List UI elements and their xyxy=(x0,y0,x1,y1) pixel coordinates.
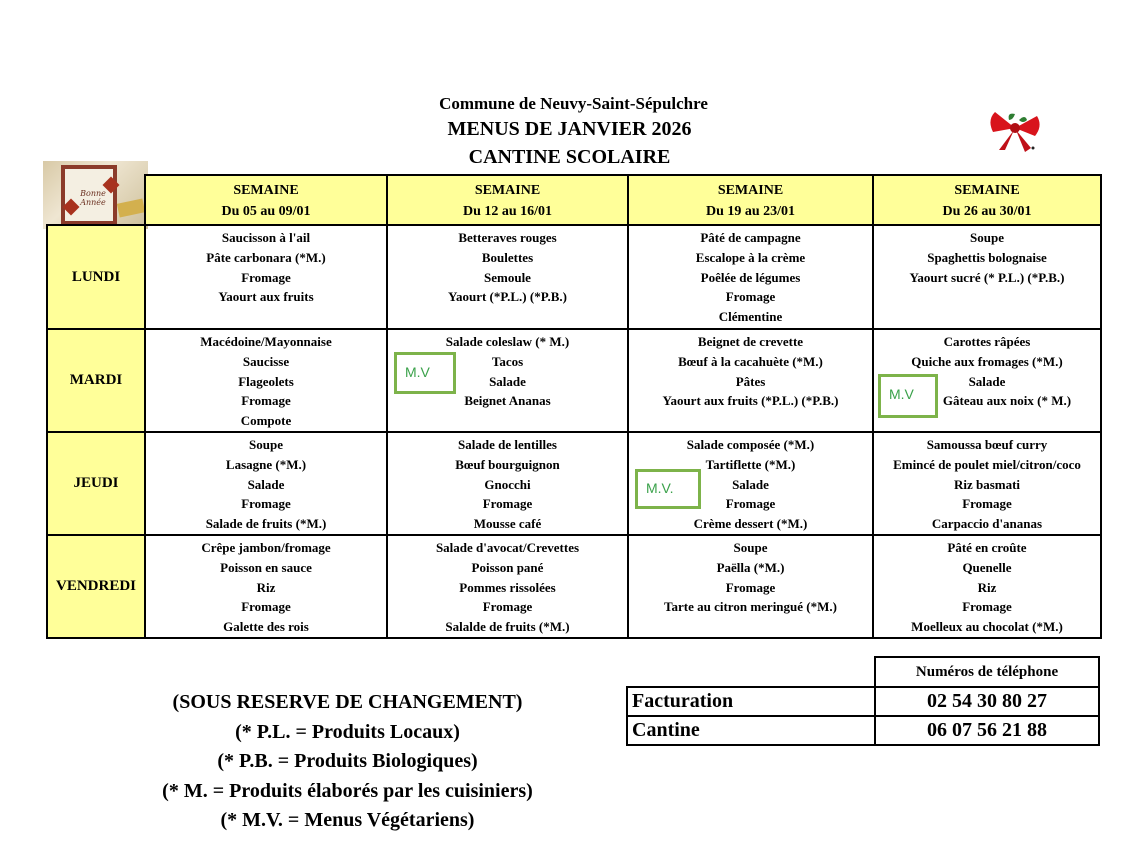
menu-cell: Macédoine/Mayonnaise Saucisse Flageolets Fromage Compote xyxy=(145,329,387,432)
empty-corner xyxy=(47,175,145,225)
weeks-header-row xyxy=(47,175,1101,225)
week-3-header: SEMAINE Du 19 au 23/01 xyxy=(628,175,873,225)
menu-cell: Crêpe jambon/fromage Poisson en sauce Riz Fromage Galette des rois xyxy=(145,535,387,638)
day-label: MARDI xyxy=(47,329,145,432)
menu-cell: Soupe Paëlla (*M.) Fromage Tarte au citron meringué (*M.) xyxy=(628,535,873,638)
phone-label: Cantine xyxy=(627,716,875,745)
vegetarian-badge: M.V. xyxy=(635,469,701,509)
menu-cell: Soupe Spaghettis bolognaise Yaourt sucré (* P.L.) (*P.B.) xyxy=(873,225,1101,329)
menu-cell: Betteraves rouges Boulettes Semoule Yaourt (*P.L.) (*P.B.) xyxy=(387,225,628,329)
day-row-lundi xyxy=(47,225,1101,329)
menu-cell: Pâté en croûte Quenelle Riz Fromage Moelleux au chocolat (*M.) xyxy=(873,535,1101,638)
note-reserve: (SOUS RESERVE DE CHANGEMENT) xyxy=(172,691,523,713)
menu-table xyxy=(46,174,1102,639)
phone-label: Facturation xyxy=(627,687,875,716)
commune-name: Commune de Neuvy-Saint-Sépulchre xyxy=(439,94,708,113)
christmas-bow-icon xyxy=(985,106,1045,154)
menu-cell: Samoussa bœuf curry Emincé de poulet miel/citron/coco Riz basmati Fromage Carpaccio d'ananas xyxy=(873,432,1101,535)
week-1-header: SEMAINE Du 05 au 09/01 xyxy=(145,175,387,225)
note-mv: (* M.V. = Menus Végétariens) xyxy=(220,809,475,831)
note-pl: (* P.L. = Produits Locaux) xyxy=(235,720,460,743)
note-m: (* M. = Produits élaborés par les cuisiniers) xyxy=(162,779,533,802)
menu-cell: Saucisson à l'ail Pâte carbonara (*M.) Fromage Yaourt aux fruits xyxy=(145,225,387,329)
phone-table xyxy=(626,656,1100,746)
legend-notes xyxy=(110,688,585,836)
phone-number: 02 54 30 80 27 xyxy=(875,687,1099,716)
menu-title: MENUS DE JANVIER 2026 xyxy=(447,118,692,140)
menu-cell: Salade coleslaw (* M.) Tacos Salade Beignet Ananas M.V xyxy=(387,329,628,432)
menu-cell: Beignet de crevette Bœuf à la cacahuète (*M.) Pâtes Yaourt aux fruits (*P.L.) (*P.B.) xyxy=(628,329,873,432)
day-label: JEUDI xyxy=(47,432,145,535)
menu-cell: Carottes râpées Quiche aux fromages (*M.) Salade Gâteau aux noix (* M.) M.V xyxy=(873,329,1101,432)
card-greeting: Bonne Année xyxy=(80,189,106,207)
menu-cell: Salade de lentilles Bœuf bourguignon Gnocchi Fromage Mousse café xyxy=(387,432,628,535)
note-pb: (* P.B. = Produits Biologiques) xyxy=(217,750,478,772)
day-label: LUNDI xyxy=(47,225,145,329)
menu-cell: Salade composée (*M.) Tartiflette (*M.) Salade Fromage Crème dessert (*M.) M.V. xyxy=(628,432,873,535)
week-4-header: SEMAINE Du 26 au 30/01 xyxy=(873,175,1101,225)
day-row-jeudi xyxy=(47,432,1101,535)
menu-subtitle: CANTINE SCOLAIRE xyxy=(468,146,671,168)
day-row-vendredi xyxy=(47,535,1101,638)
day-row-mardi xyxy=(47,329,1101,432)
vegetarian-badge: M.V xyxy=(394,352,456,394)
menu-cell: Soupe Lasagne (*M.) Salade Fromage Salade de fruits (*M.) xyxy=(145,432,387,535)
phone-table-corner xyxy=(627,657,875,687)
phone-row xyxy=(627,716,1099,745)
menu-cell: Salade d'avocat/Crevettes Poisson pané Pommes rissolées Fromage Salalde de fruits (*M.) xyxy=(387,535,628,638)
phone-number: 06 07 56 21 88 xyxy=(875,716,1099,745)
day-label: VENDREDI xyxy=(47,535,145,638)
phone-row xyxy=(627,687,1099,716)
menu-cell: Pâté de campagne Escalope à la crème Poêlée de légumes Fromage Clémentine xyxy=(628,225,873,329)
vegetarian-badge: M.V xyxy=(878,374,938,418)
week-2-header: SEMAINE Du 12 au 16/01 xyxy=(387,175,628,225)
phone-header: Numéros de téléphone xyxy=(875,657,1099,687)
